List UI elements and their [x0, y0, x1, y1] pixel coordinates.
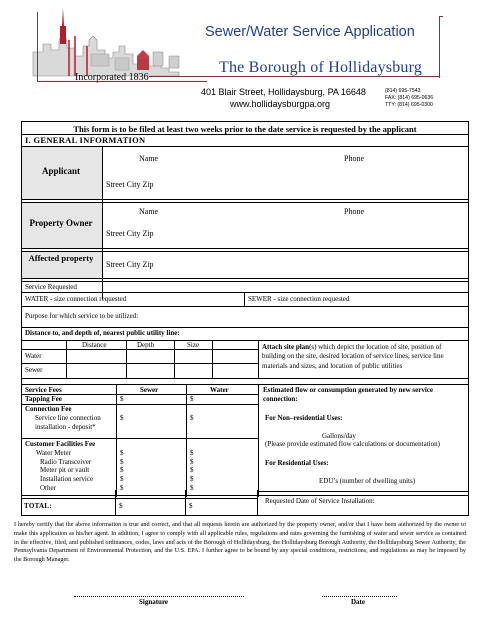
owner-address-label: Street City Zip [106, 229, 154, 238]
edu-label: EDU’s (number of dwelling units) [319, 477, 416, 485]
property-owner-label: Property Owner [29, 218, 93, 228]
dollar[interactable]: $ [120, 449, 124, 457]
applicant-name-phone-field[interactable] [104, 164, 466, 176]
header-right-rule [439, 16, 440, 78]
section-general-information: I. GENERAL INFORMATION [25, 135, 146, 145]
owner-address-field[interactable] [182, 229, 466, 241]
tapping-water-dollar[interactable]: $ [190, 395, 194, 403]
tapping-sewer-dollar[interactable]: $ [120, 395, 124, 403]
facilities-water-dollars[interactable] [190, 449, 194, 493]
sewer-size-label: SEWER - size connection requested [248, 295, 350, 303]
borough-skyline-logo [29, 6, 204, 82]
incorporated-text: Incorporated 1836 [75, 72, 149, 83]
fee-radio-transceiver: Radio Transceiver [40, 457, 92, 466]
certification-text: I hereby certify that the above information is true and correct, and that all requests herein are authorized by the property owner, and/or that I have been authorized by the owner to make this application as his/her agent. In addition, I agree to comply with all applicable rules, regulations and rates governing the furnishing of water and sewer service as contained in the effective, filed, and published ordinances, codes, laws and acts of the Borough of Hollidaysburg, the Hollidaysburg Borough Authority, the Hollidaysburg Sewer Authority, the Pennsylvania Department of Environmental Protection, and the U.S. EPA. I further agree to be bound by any special conditions, restrictions, and regulations as may be imposed by the Borough Manager. [14, 521, 466, 564]
owner-name-phone-field[interactable] [104, 216, 466, 228]
dollar[interactable]: $ [120, 457, 124, 466]
fee-installation-service: Installation service [40, 475, 94, 484]
borough-website[interactable]: www.hollidaysburgpa.org [230, 99, 331, 109]
application-title: Sewer/Water Service Application [205, 24, 415, 40]
fees-header-water: Water [210, 386, 229, 394]
dollar[interactable]: $ [120, 483, 124, 492]
facilities-sewer-dollars[interactable] [120, 449, 124, 493]
fees-header-sewer: Sewer [140, 386, 159, 394]
applicant-address-field[interactable] [182, 180, 466, 192]
site-plan-note [262, 343, 466, 371]
purpose-label: Purpose for which service to be utilized: [25, 312, 139, 320]
applicant-phone-label: Phone [344, 154, 364, 163]
header-corner [439, 16, 443, 17]
distance-title: Distance to, and depth of, nearest public utility line: [25, 329, 180, 337]
gallons-per-day-label: Gallons/day [322, 432, 356, 440]
dollar[interactable]: $ [190, 483, 194, 492]
requested-date-label: Requested Date of Service Installation: [265, 497, 375, 505]
dollar[interactable]: $ [190, 475, 194, 484]
fee-other: Other [40, 483, 56, 492]
date-label: Date [351, 598, 365, 606]
phone-fax: FAX: (814) 695-0636 [385, 95, 434, 101]
nonresidential-label: For Non–residential Uses: [265, 414, 343, 422]
connection-water-dollar[interactable]: $ [190, 414, 194, 422]
signature-label: Signature [139, 598, 169, 606]
sewer-distance-fields[interactable] [68, 365, 256, 376]
fee-meter-pit: Meter pit or vault [40, 466, 90, 475]
contact-phones [385, 88, 433, 109]
fee-water-meter: Water Meter [36, 449, 71, 457]
dollar[interactable]: $ [190, 449, 194, 457]
site-plan-text: (s) which depict the location of site, position of building on the site, desired location of service lines, service line materials and sizes, and location of public utilities [262, 343, 444, 370]
customer-facilities-label: Customer Facilities Fee [25, 440, 96, 448]
connection-sewer-dollar[interactable]: $ [120, 414, 124, 422]
application-form [21, 121, 469, 496]
owner-name-label: Name [139, 207, 159, 216]
owner-phone-label: Phone [344, 207, 364, 216]
form-bottom-row [21, 490, 469, 516]
applicant-name-label: Name [139, 154, 159, 163]
total-water-dollar[interactable]: $ [189, 502, 193, 510]
sewer-size-field[interactable] [394, 293, 466, 304]
dollar[interactable]: $ [120, 466, 124, 475]
distance-row-sewer: Sewer [25, 366, 43, 374]
water-size-field[interactable] [172, 293, 242, 304]
connection-fee-label: Connection Fee [25, 405, 72, 413]
distance-col-depth: Depth [137, 341, 155, 349]
facilities-items [36, 449, 93, 493]
dollar[interactable]: $ [120, 475, 124, 484]
water-distance-fields[interactable] [68, 351, 256, 362]
affected-address-label: Street City Zip [106, 260, 154, 269]
dollar[interactable]: $ [190, 457, 194, 466]
phone-main: (814) 695-7543 [385, 88, 421, 94]
dollar[interactable]: $ [190, 466, 194, 475]
calculation-note: (Please provide estimated flow calculations or documentation) [265, 440, 440, 448]
applicant-address-label: Street City Zip [106, 180, 154, 189]
borough-address: 401 Blair Street, Hollidaysburg, PA 16648 [201, 87, 366, 97]
borough-name: The Borough of Hollidaysburg [219, 59, 423, 76]
letterhead [29, 6, 449, 114]
affected-address-field[interactable] [182, 258, 466, 272]
logo-accent-line [37, 12, 38, 82]
tapping-fee-label: Tapping Fee [25, 395, 62, 403]
gallons-per-day-field[interactable] [272, 430, 320, 440]
total-sewer-dollar[interactable]: $ [119, 502, 123, 510]
affected-property-label: Affected property [28, 253, 94, 263]
filing-notice: This form is to be filed at least two weeks prior to the date service is requested by the applicant [73, 124, 417, 134]
distance-col-distance: Distance [82, 341, 107, 349]
distance-col-size: Size [187, 341, 200, 349]
connection-detail-label: Service line connection installation - deposit* [35, 414, 101, 431]
date-line[interactable] [322, 596, 397, 597]
edu-field[interactable] [272, 475, 317, 485]
phone-tty: TTY: (814) 695-0300 [385, 102, 433, 108]
signature-line[interactable] [74, 596, 244, 597]
distance-row-water: Water [25, 352, 42, 360]
applicant-label: Applicant [41, 166, 80, 176]
total-label: TOTAL: [24, 502, 52, 510]
estimated-flow-title: Estimated flow or consumption generated by new service connection: [263, 386, 433, 403]
residential-label: For Residential Uses: [265, 459, 329, 467]
site-plan-bold: Attach site plan [262, 343, 310, 351]
fees-header-service: Service Fees [25, 386, 62, 394]
water-size-label: WATER - size connection requested [25, 295, 127, 303]
purpose-field[interactable] [152, 310, 466, 322]
service-requested-label: Service Requested [25, 283, 77, 291]
